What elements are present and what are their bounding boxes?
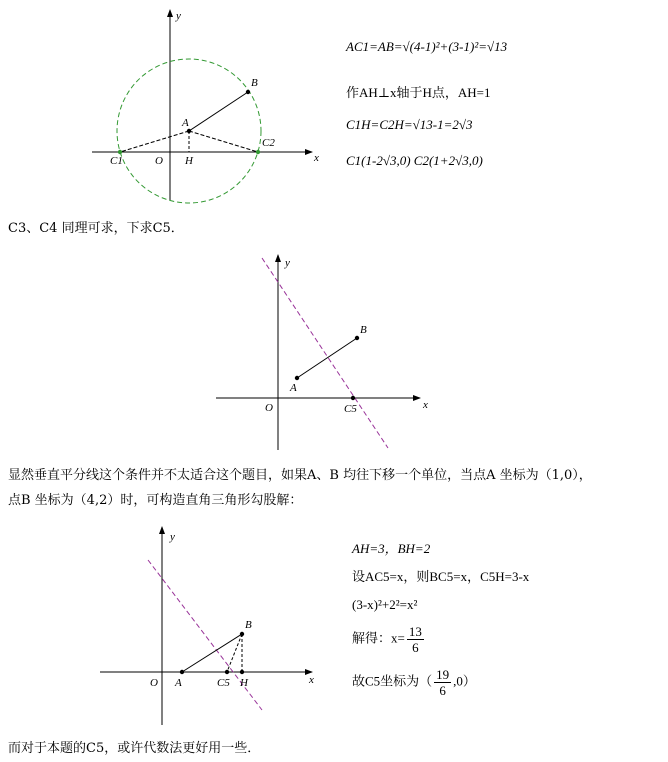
fig2-label-b: B	[360, 324, 367, 336]
eq2-line2: 设AC5=x，则BC5=x，C5H=3-x	[352, 569, 530, 584]
fig1-segment-ac1	[120, 131, 189, 152]
eq2-line4-prefix: 解得：x=	[352, 630, 405, 646]
eq1-line4: C1(1-2√3,0) C2(1+2√3,0)	[346, 153, 483, 168]
fig3-label-c5: C5	[217, 677, 230, 689]
fig1-label-h: H	[185, 155, 193, 167]
eq2-line4	[352, 624, 426, 655]
fig1-label-o: O	[155, 155, 163, 167]
eq2-frac2-numerator: 19	[436, 667, 450, 682]
eq1-line2: 作AH⊥x轴于H点，AH=1	[346, 85, 491, 100]
eq2-frac2-denominator: 6	[439, 683, 446, 698]
fig3-label-o: O	[150, 677, 158, 689]
fig2-perpendicular-bisector	[262, 258, 388, 448]
eq2-fraction-13-6	[407, 624, 424, 655]
fig2-label-y: y	[285, 257, 290, 269]
fig3-label-y: y	[170, 531, 175, 543]
fig2-label-x: x	[423, 399, 428, 411]
fig3-segment-bc5	[227, 634, 242, 672]
eq2-frac1-denominator: 6	[412, 640, 419, 655]
fig3-point-c5	[225, 670, 229, 674]
eq2-line5-suffix: ,0）	[453, 673, 476, 689]
fig3-point-h	[240, 670, 244, 674]
fig1-segment-ab	[189, 92, 248, 131]
fig2-label-o: O	[265, 402, 273, 414]
eq2-line5	[352, 667, 476, 698]
eq2-fraction-19-6	[434, 667, 451, 698]
fig1-label-c2: C2	[262, 137, 275, 149]
fig1-point-c2	[256, 150, 260, 154]
eq2-line1: AH=3，BH=2	[352, 541, 431, 556]
fig1-label-c1: C1	[110, 155, 123, 167]
fig3-label-a: A	[175, 677, 182, 689]
fig3-label-b: B	[245, 619, 252, 631]
fig3-label-h: H	[240, 677, 248, 689]
eq2-frac1-numerator: 13	[408, 624, 422, 639]
fig1-point-b	[246, 90, 250, 94]
fig1-label-x: x	[314, 152, 319, 164]
fig1-label-b: B	[251, 77, 258, 89]
eq1-line3: C1H=C2H=√13-1=2√3	[346, 117, 473, 132]
fig2-point-c5	[351, 396, 355, 400]
paragraph-shift-line1: 显然垂直平分线这个条件并不太适合这个题目，如果A、B 均往下移一个单位，当点A 坐标为（1,0），	[8, 468, 592, 483]
paragraph-c3-c4: C3、C4 同理可求，下求C5．	[8, 221, 184, 236]
fig3-point-b	[240, 632, 244, 636]
fig2-label-c5: C5	[344, 403, 357, 415]
fig1-label-y: y	[176, 10, 181, 22]
fig1-point-a	[187, 129, 191, 133]
fig2-segment-ab	[297, 338, 357, 378]
paragraph-shift-line2: 点B 坐标为（4,2）时，可构造直角三角形勾股解：	[8, 493, 303, 508]
fig3-point-a	[180, 670, 184, 674]
eq1-line1: AC1=AB=√(4-1)²+(3-1)²=√13	[346, 39, 508, 54]
fig2-point-a	[295, 376, 299, 380]
fig1-segment-ac2	[189, 131, 258, 152]
fig1-point-c1	[118, 150, 122, 154]
fig3-label-x: x	[309, 674, 314, 686]
fig3-segment-ab	[182, 634, 242, 672]
fig1-label-a: A	[182, 117, 189, 129]
fig2-label-a: A	[290, 382, 297, 394]
eq2-line5-prefix: 故C5坐标为（	[352, 673, 433, 689]
fig2-point-b	[355, 336, 359, 340]
eq2-line3: (3-x)²+2²=x²	[352, 597, 418, 612]
paragraph-conclusion: 而对于本题的C5，或许代数法更好用一些．	[8, 741, 261, 756]
